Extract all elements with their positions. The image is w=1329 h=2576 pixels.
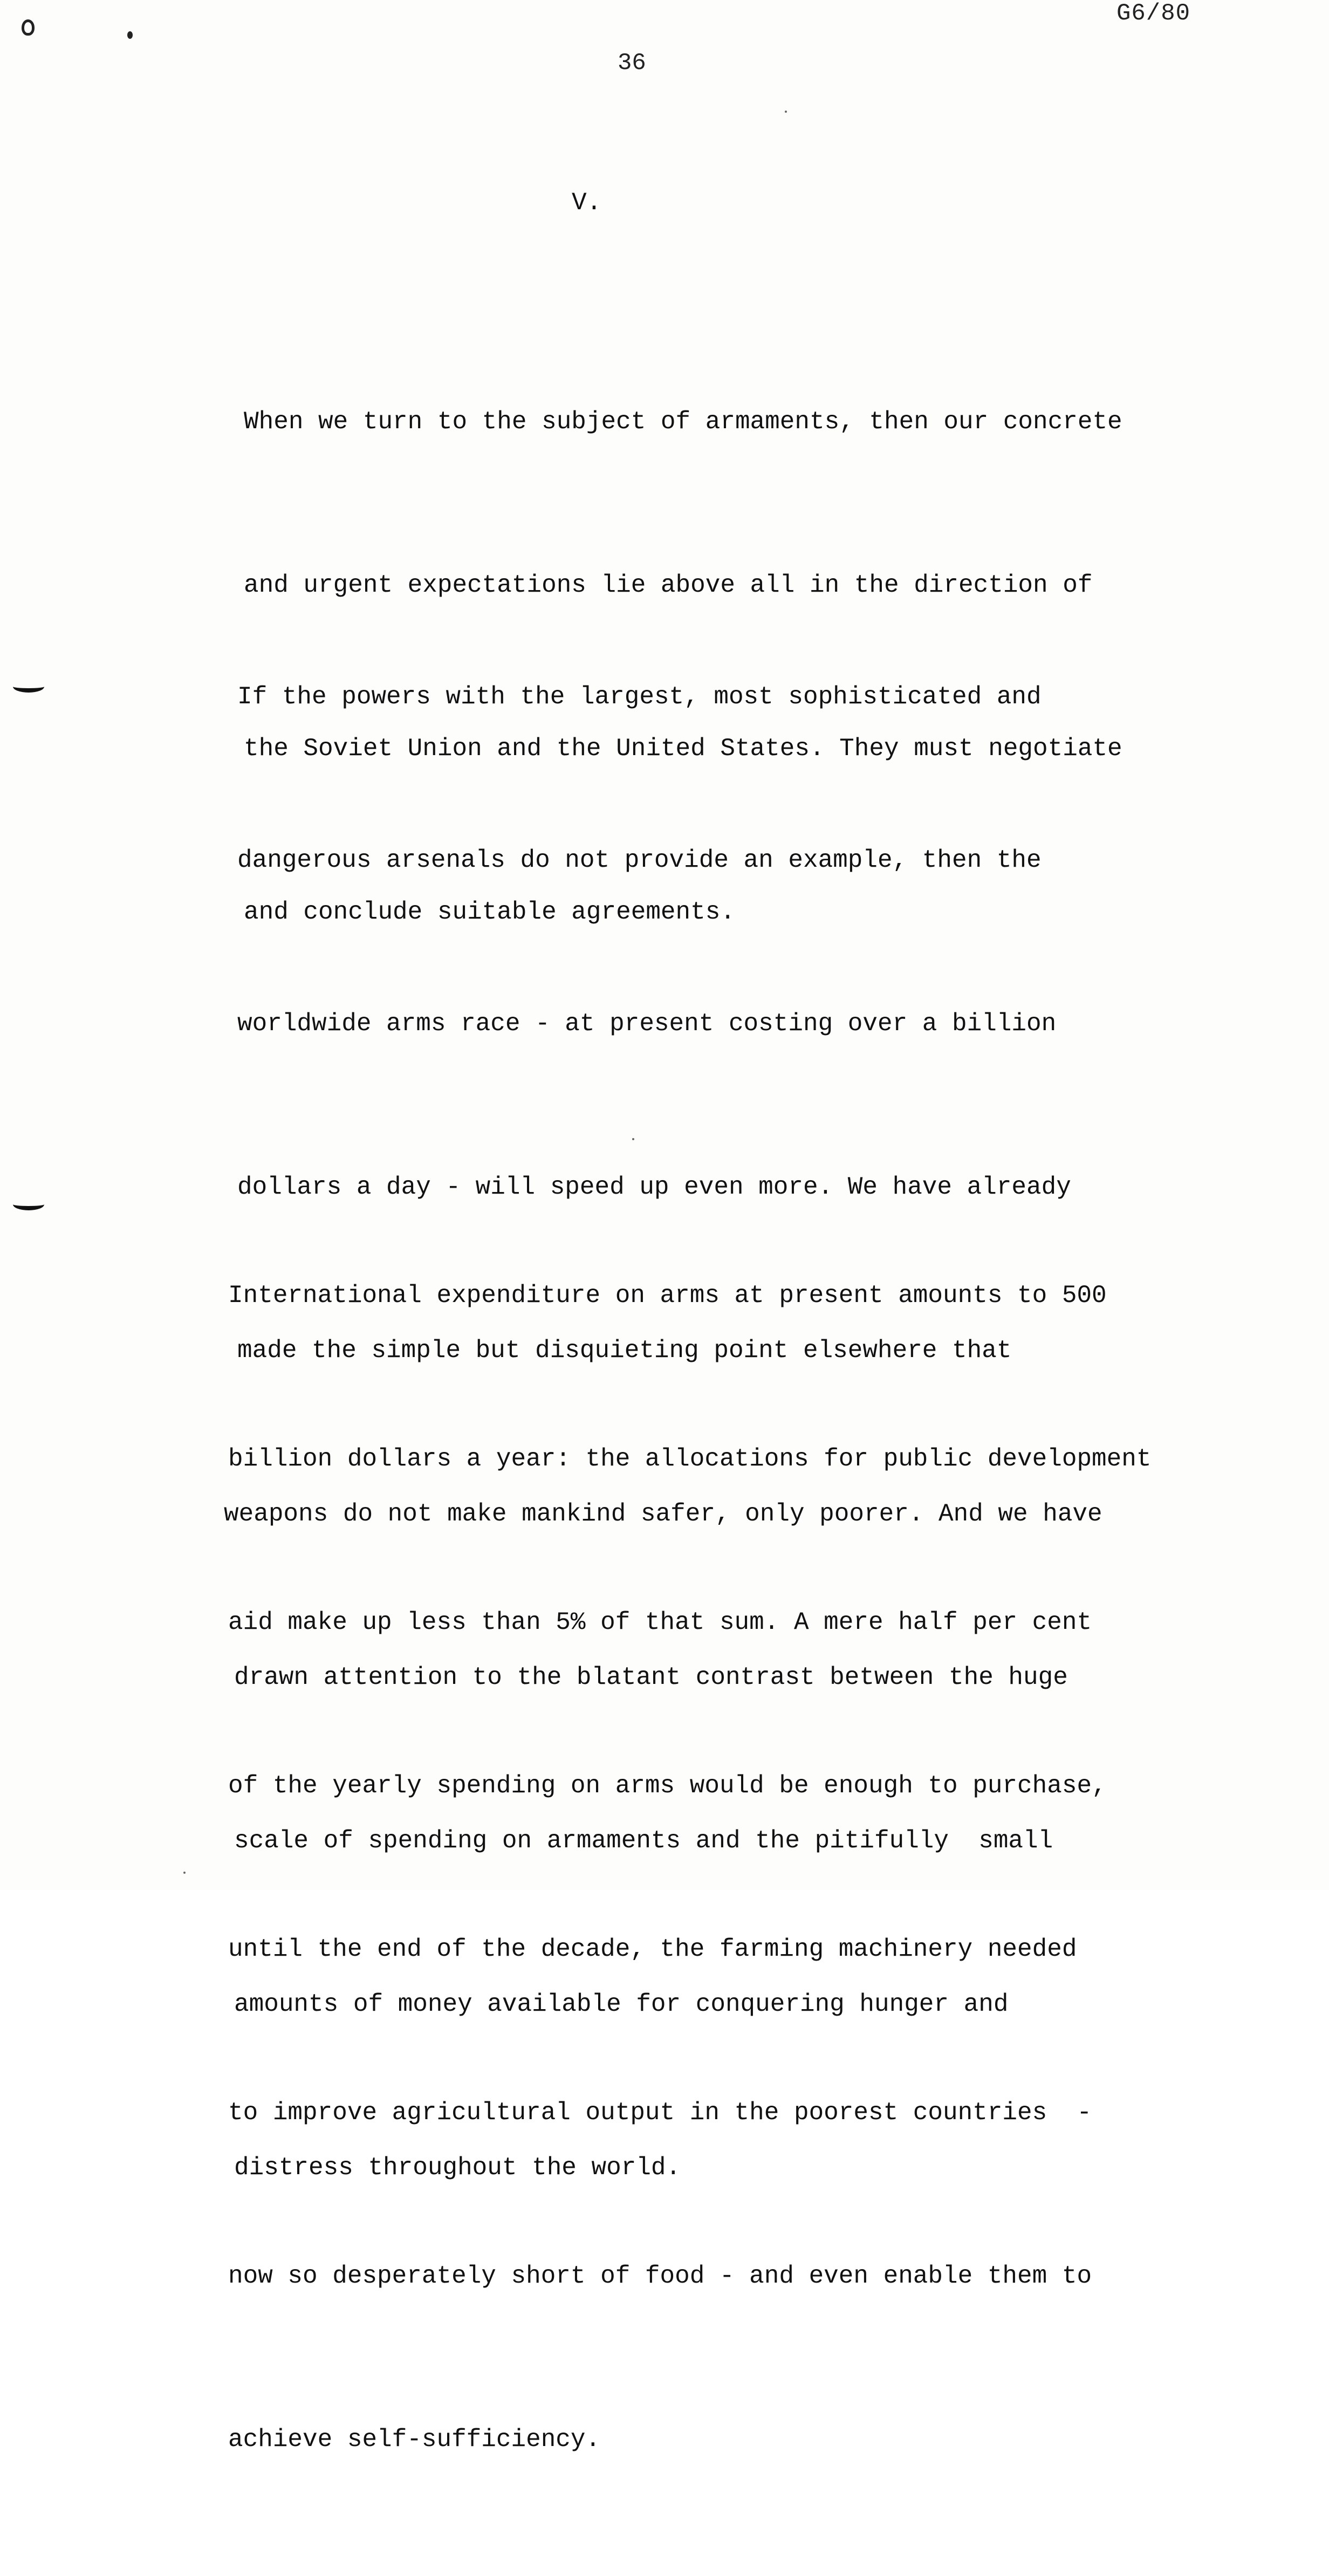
text-line: weapons do not make mankind safer, only poorer. And we have: [224, 1500, 1102, 1528]
text-line: amounts of money available for conquering hunger and: [234, 1990, 1009, 2018]
text-line: worldwide arms race - at present costing over a billion: [237, 1010, 1057, 1038]
text-line: International expenditure on arms at present amounts to 500: [228, 1282, 1107, 1310]
text-line: now so desperately short of food - and even enable them to: [228, 2262, 1092, 2290]
text-line: to improve agricultural output in the poorest countries -: [228, 2099, 1092, 2127]
document-reference: G6/80: [1116, 0, 1191, 27]
text-line: the Soviet Union and the United States. They must negotiate: [244, 735, 1122, 763]
text-line: made the simple but disquieting point elsewhere that: [237, 1337, 1012, 1365]
text-line: achieve self-sufficiency.: [228, 2426, 601, 2454]
text-line: and urgent expectations lie above all in the direction of: [244, 571, 1093, 599]
scan-artifact-dot: [127, 31, 133, 39]
text-line: dangerous arsenals do not provide an example, then the: [237, 846, 1042, 874]
text-line: billion dollars a year: the allocations for public development: [228, 1445, 1152, 1473]
paragraph-international-expenditure: [228, 1160, 1151, 2576]
section-heading: V.: [572, 189, 602, 217]
text-line: If the powers with the largest, most sophisticated and: [237, 683, 1042, 711]
text-line: drawn attention to the blatant contrast between the huge: [234, 1663, 1068, 1691]
punch-hole-mark: [13, 681, 44, 693]
text-line: When we turn to the subject of armaments, then our concrete: [244, 408, 1122, 436]
text-line: scale of spending on armaments and the pitifully small: [234, 1827, 1053, 1855]
scan-speck: [183, 1872, 186, 1874]
text-line: aid make up less than 5% of that sum. A mere half per cent: [228, 1608, 1092, 1636]
scan-artifact-mark: [22, 19, 35, 36]
text-line: until the end of the decade, the farming machinery needed: [228, 1935, 1077, 1963]
punch-hole-mark: [13, 1198, 44, 1210]
text-line: dollars a day - will speed up even more. We have already: [237, 1173, 1071, 1201]
page-number: 36: [618, 50, 646, 77]
text-line: of the yearly spending on arms would be enough to purchase,: [228, 1772, 1107, 1800]
scan-speck: [785, 111, 787, 113]
text-line: distress throughout the world.: [234, 2154, 681, 2182]
text-line: and conclude suitable agreements.: [244, 898, 735, 926]
